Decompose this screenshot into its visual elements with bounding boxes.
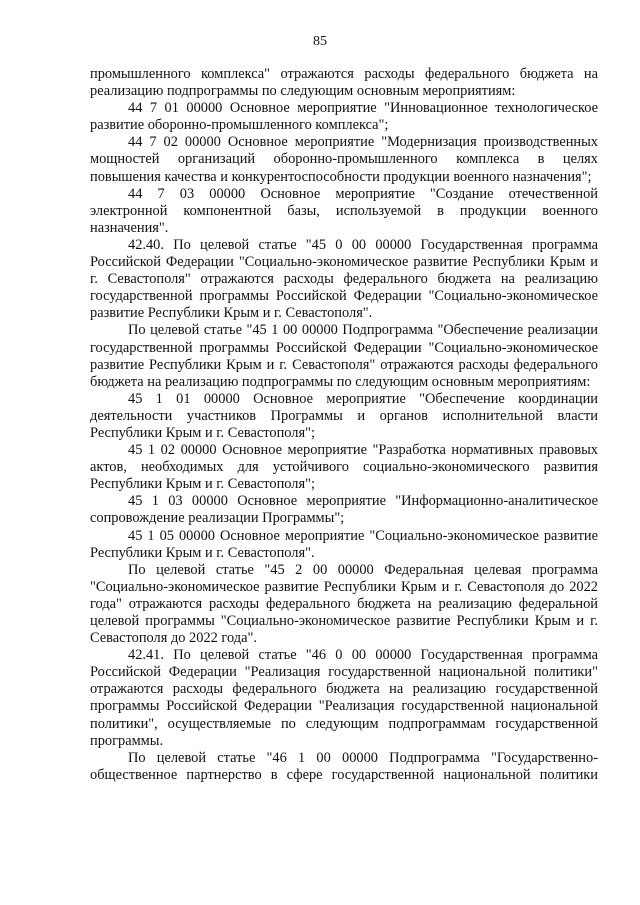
paragraph: По целевой статье "45 1 00 00000 Подпрограмма "Обеспечение реализации государственной программы Российской Федерации "Социально-экономическое развитие Республики Крым и г. Севастополя" отражаются расходы федерального бюджета на реализацию подпрограммы по следующим основным мероприятиям: bbox=[90, 322, 598, 390]
paragraph: 44 7 03 00000 Основное мероприятие "Создание отечественной электронной компонентной базы, используемой в продукции военного назначения". bbox=[90, 185, 598, 236]
paragraph: 45 1 02 00000 Основное мероприятие "Разработка нормативных правовых актов, необходимых для устойчивого социально-экономического развития Республики Крым и г. Севастополя"; bbox=[90, 442, 598, 493]
paragraph: 44 7 02 00000 Основное мероприятие "Модернизация производственных мощностей организаций оборонно-промышленного комплекса в целях повышения качества и конкурентоспособности продукции военного назначения"; bbox=[90, 134, 598, 185]
paragraph: 42.40. По целевой статье "45 0 00 00000 Государственная программа Российской Федерации "Социально-экономическое развитие Республики Крым и г. Севастополя" отражаются расходы федерального бюджета на реализацию государственной программы Российской Федерации "Социально-экономическое развитие Республики Крым и г. Севастополя". bbox=[90, 236, 598, 322]
page-number: 85 bbox=[313, 34, 327, 49]
paragraph: По целевой статье "45 2 00 00000 Федеральная целевая программа "Социально-экономическое развитие Республики Крым и г. Севастополя до 2022 года" отражаются расходы федерального бюджета на реализацию федеральной целевой программы "Социально-экономическое развитие Республики Крым и г. Севастополя до 2022 года". bbox=[90, 561, 598, 647]
paragraph: 45 1 05 00000 Основное мероприятие "Социально-экономическое развитие Республики Крым и г. Севастополя". bbox=[90, 527, 598, 561]
paragraph: 44 7 01 00000 Основное мероприятие "Инновационное технологическое развитие оборонно-промышленного комплекса"; bbox=[90, 100, 598, 134]
paragraph: промышленного комплекса" отражаются расходы федерального бюджета на реализацию подпрограммы по следующим основным мероприятиям: bbox=[90, 66, 598, 100]
paragraph: По целевой статье "46 1 00 00000 Подпрограмма "Государственно-общественное партнерство в сфере государственной национальной политики bbox=[90, 749, 598, 783]
paragraph: 45 1 01 00000 Основное мероприятие "Обеспечение координации деятельности участников Программы и органов исполнительной власти Республики Крым и г. Севастополя"; bbox=[90, 390, 598, 441]
document-body bbox=[90, 66, 598, 784]
paragraph: 42.41. По целевой статье "46 0 00 00000 Государственная программа Российской Федерации "Реализация государственной национальной политики" отражаются расходы федерального бюджета на реализацию государственной программы Российской Федерации "Реализация государственной национальной политики", осуществляемые по следующим подпрограммам государственной программы. bbox=[90, 647, 598, 749]
paragraph: 45 1 03 00000 Основное мероприятие "Информационно-аналитическое сопровождение реализации Программы"; bbox=[90, 493, 598, 527]
